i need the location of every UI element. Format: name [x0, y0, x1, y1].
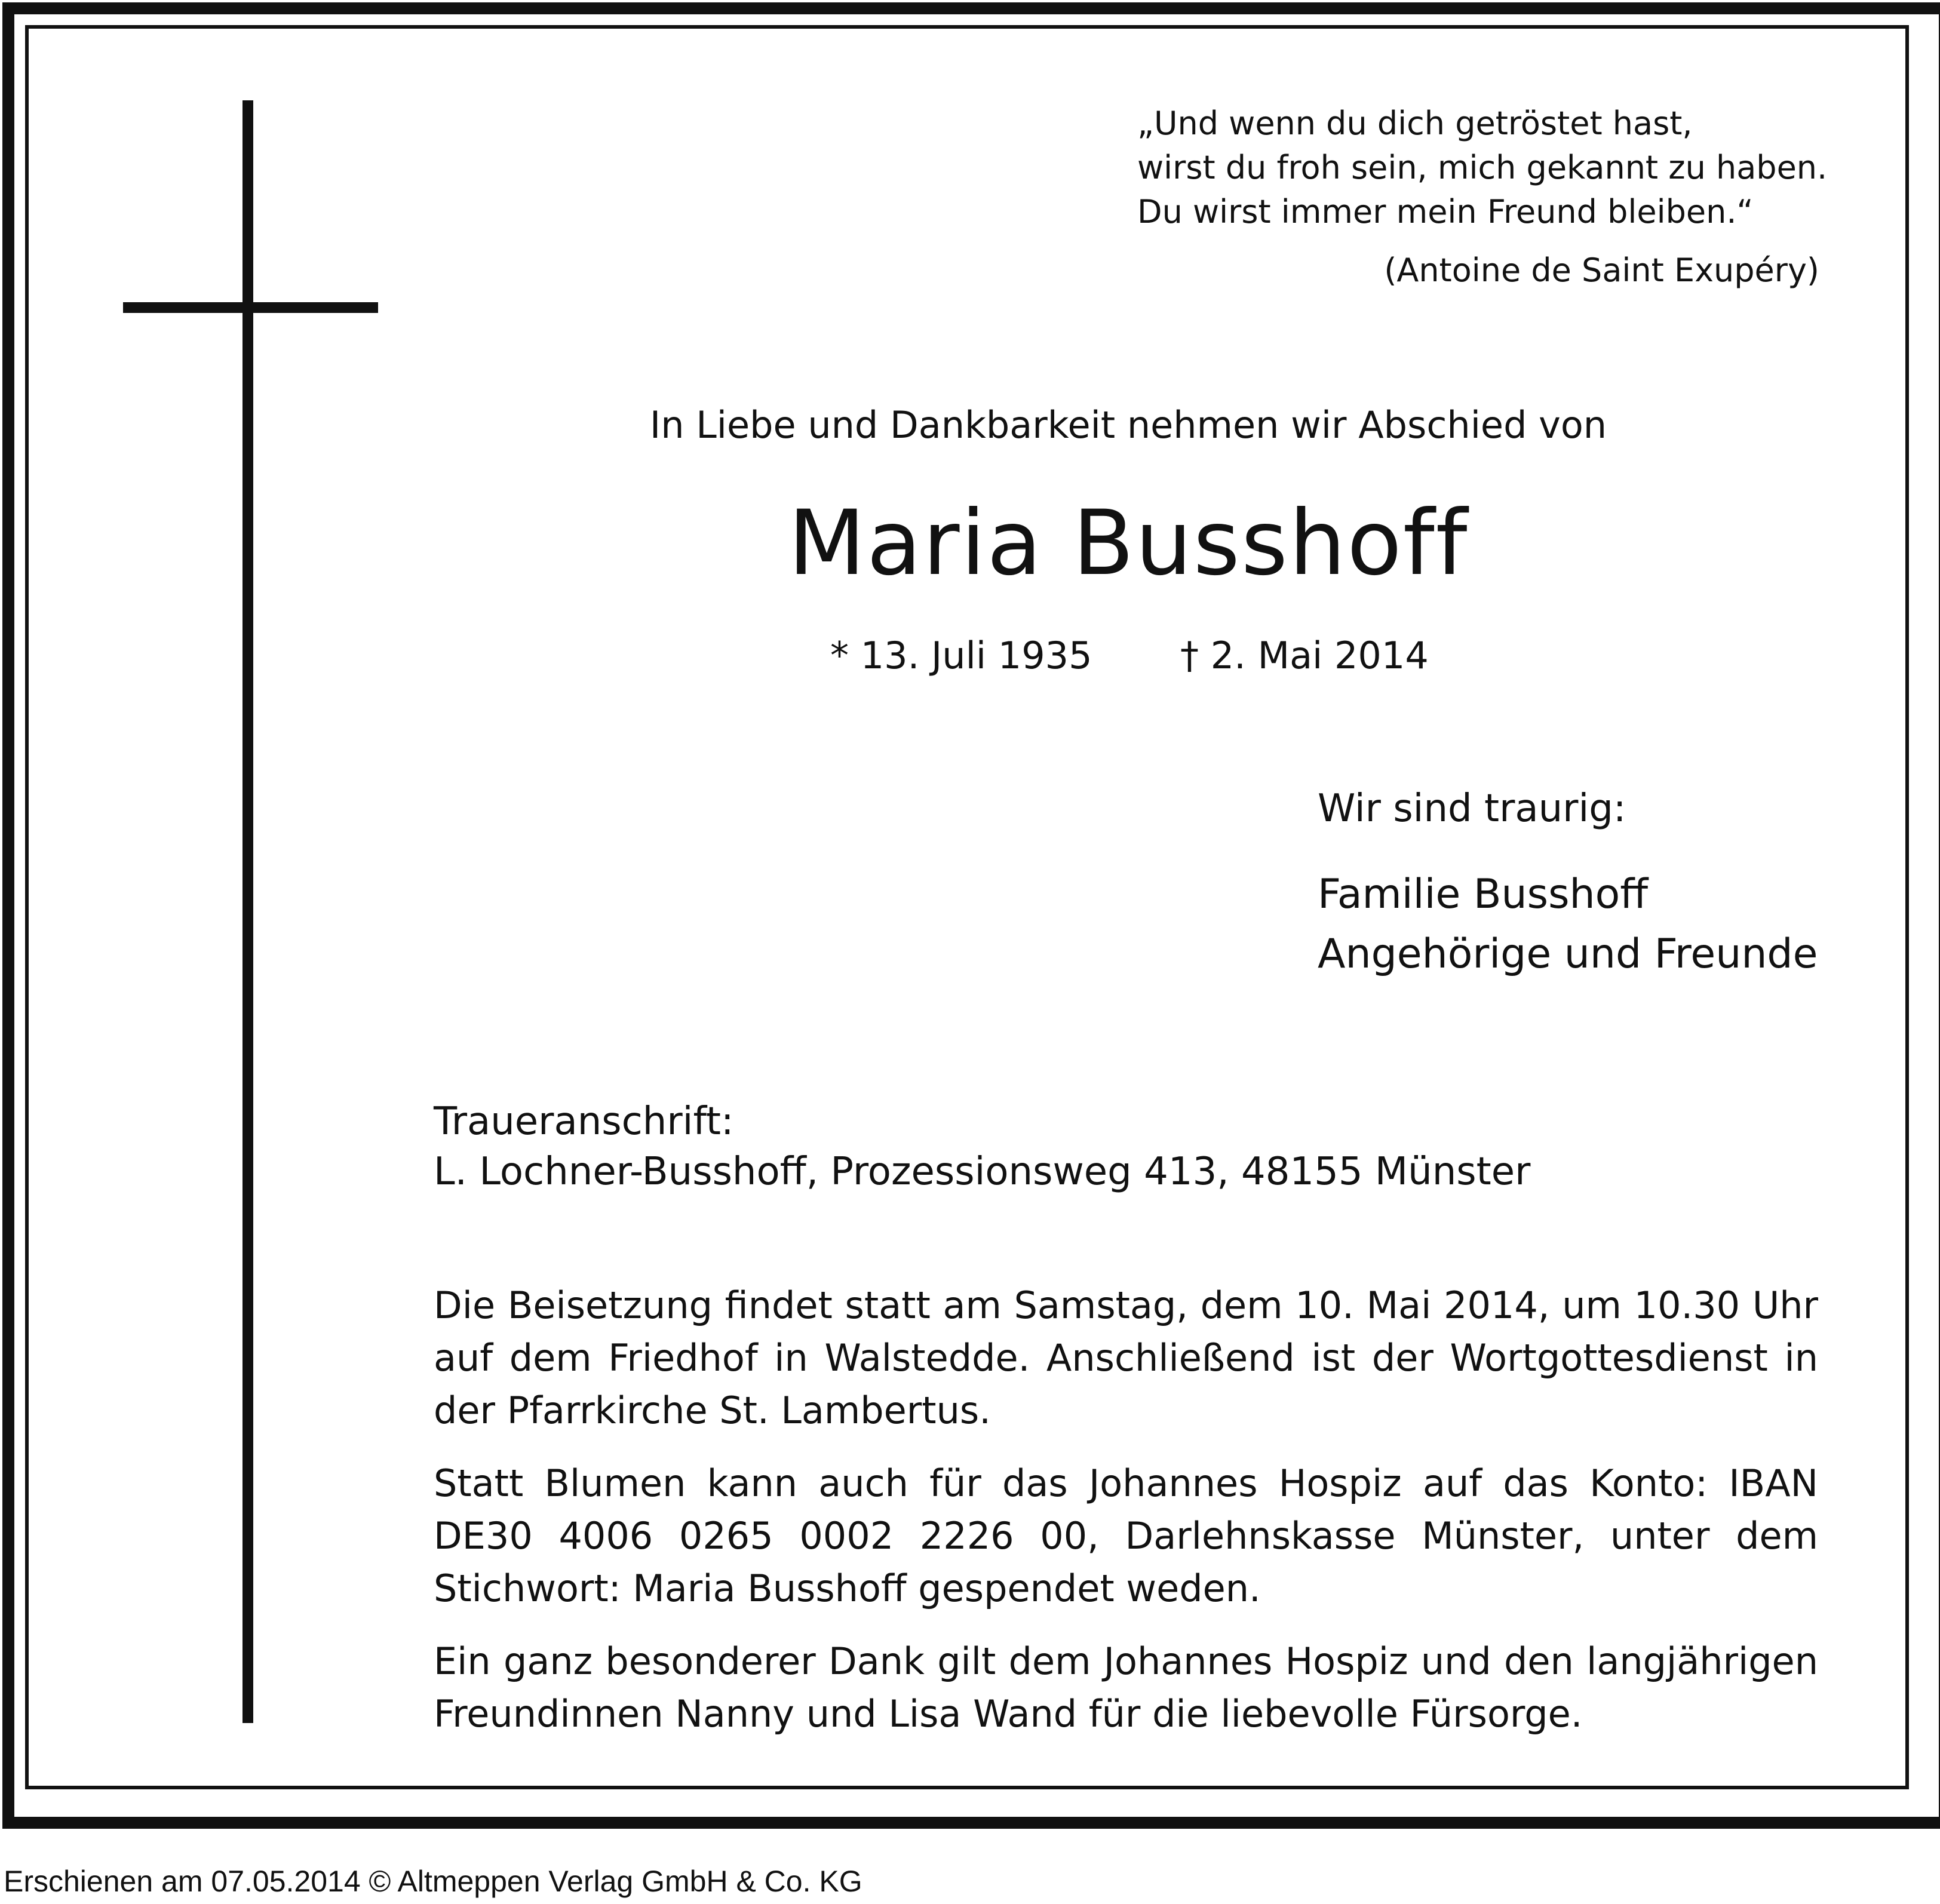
donation-paragraph: Statt Blumen kann auch für das Johannes Hospiz auf das Konto: IBAN DE30 4006 0265 0002 2226 00, Darlehnskasse Münster, unter dem Stichwort: Maria Busshoff gespendet weden.: [434, 1461, 1818, 1610]
death-date: † 2. Mai 2014: [1180, 634, 1429, 677]
publication-footer: Erschienen am 07.05.2014 © Altmeppen Verlag GmbH & Co. KG: [4, 1865, 862, 1898]
funeral-paragraph: Die Beisetzung findet statt am Samstag, dem 10. Mai 2014, um 10.30 Uhr auf dem Friedhof in Walstedde. Anschließend ist der Wortgottesdienst in der Pfarrkirche St. Lambertus.: [434, 1283, 1818, 1432]
mourner-line: Familie Busshoff: [1318, 871, 1649, 918]
quote-line: Du wirst immer mein Freund bleiben.“: [1137, 193, 1754, 231]
intro-text: In Liebe und Dankbarkeit nehmen wir Abschied von: [649, 403, 1607, 447]
mourner-line: Angehörige und Freunde: [1318, 930, 1818, 978]
mourners-list: [1318, 865, 1818, 984]
quote-line: wirst du froh sein, mich gekannt zu haben.: [1137, 149, 1828, 186]
quote-line: „Und wenn du dich getröstet hast,: [1137, 105, 1693, 142]
cross-horizontal-bar: [123, 302, 378, 313]
deceased-name: Maria Busshoff: [788, 492, 1469, 595]
cross-vertical-bar: [242, 100, 253, 1723]
thanks-paragraph: Ein ganz besonderer Dank gilt dem Johannes Hospiz und den langjährigen Freundinnen Nanny und Lisa Wand für die liebevolle Fürsorge.: [434, 1639, 1818, 1736]
quote: [1137, 102, 1827, 234]
quote-author: (Antoine de Saint Exupéry): [1384, 251, 1819, 289]
birth-date: * 13. Juli 1935: [830, 634, 1092, 677]
address-label: Traueranschrift:: [434, 1100, 734, 1144]
mourners-heading: Wir sind traurig:: [1318, 787, 1626, 831]
address-text: L. Lochner-Busshoff, Prozessionsweg 413, 48155 Münster: [434, 1150, 1531, 1194]
